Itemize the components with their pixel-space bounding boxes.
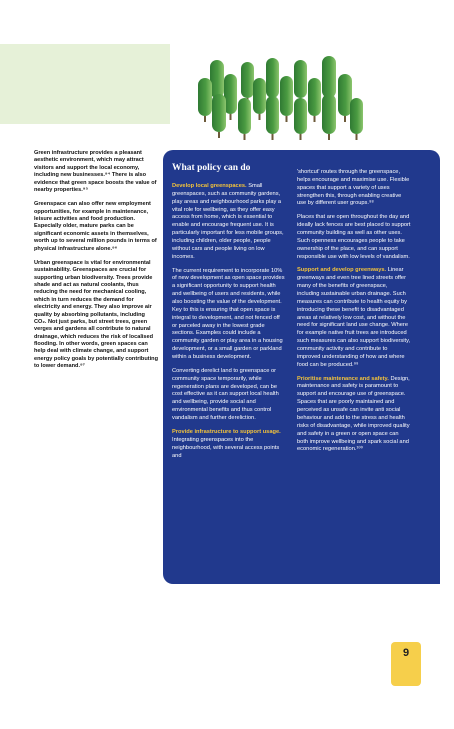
tree-icon <box>280 76 293 122</box>
left-column <box>34 150 158 378</box>
policy-heading: Support and develop greenways. <box>297 267 387 274</box>
policy-heading: Prioritise maintenance and safety. <box>297 375 389 382</box>
tree-icon <box>322 94 336 140</box>
left-paragraph: Greenspace can also offer new employment opportunities, for example in maintenance, leisure activities and food production. Especially older, mature parks can be significant economic assets in themselves, worth up to several million pounds in terms of physical infrastructure alone.⁹⁶ <box>34 201 157 252</box>
page-number-badge <box>391 642 421 686</box>
policy-text: Integrating greenspaces into the neighbourhood, with several access points and <box>172 436 280 459</box>
tree-icon <box>308 78 321 122</box>
tree-icon <box>212 94 226 138</box>
page-number: 9 <box>402 647 410 659</box>
tree-icon <box>266 96 279 140</box>
tree-icon <box>350 98 363 140</box>
policy-paragraph: Converting derelict land to greenspace or community space temporarily, while regeneration plans are developed, can be cost effective as it can support local health and wellbeing, provide social and environmental benefits and thus control vandalism and further dereliction. <box>172 367 279 422</box>
tree-icon <box>241 62 254 104</box>
tree-icon <box>338 74 352 122</box>
tree-icon <box>294 60 307 104</box>
tree-icon <box>253 78 266 120</box>
policy-paragraph <box>172 429 286 460</box>
policy-paragraph: Places that are open throughout the day and ideally lack fences are best placed to support community building as well as other uses. Such openness encourages people to take ownership of the place, and can support responsible use with low levels of vandalism. <box>297 214 411 260</box>
policy-title: What policy can do <box>172 163 251 173</box>
policy-text: Design, maintenance and safety is paramount to support and encourage use of greenspace. Spaces that are poorly maintained and perceived as unsafe can invite anti social behaviour and add to the stress and health risks of disadvantage, while improved quality and safety in a green or open space can both improve wellbeing and spark social and economic regeneration.¹⁰⁰ <box>297 375 410 453</box>
policy-column-left <box>172 183 286 466</box>
left-paragraph: Urban greenspace is vital for environmental sustainability. Greenspaces are crucial for supporting urban biodiversity. Trees provide shade and act as natural coolants, thus reducing the need for mechanical cooling, which in turn reduces the demand for electricity and energy. They also improve air quality by absorbing pollutants, including CO₂. Not just parks, but street trees, green verges and gardens all contribute to natural drainage, which reduces the risk of localised flooding. In other words, green spaces can help deal with climate change, and support energy policy goals by potentially contributing to lower demand.⁹⁷ <box>34 259 159 370</box>
policy-paragraph <box>297 267 411 369</box>
policy-paragraph: The current requirement to incorporate 10% of new development as open space provides a significant opportunity to support health and wellbeing of users and residents, while also boosting the value of the development. Key to this is ensuring that open space is integral to development, and not fenced off or parceled away in the lowest grade sections. Examples could include a community garden or play area in a housing development, or a small garden or parkland within a business development. <box>172 267 285 361</box>
tree-illustration <box>196 48 366 143</box>
policy-text: Linear greenways and even tree lined streets offer many of the benefits of greenspace, including sustainable urban drainage. Such measures can contribute to health equity by introducing these benefit to disadvantaged areas at relatively low cost, and without the need for significant land use change. Where for example native fruit trees are introduced such measures can also support biodiversity, community activity and contribute to improved understanding of how and where food can be produced.⁹⁹ <box>297 267 411 368</box>
tree-icon <box>294 98 307 140</box>
policy-heading: Provide infrastructure to support usage. <box>172 428 281 435</box>
policy-paragraph <box>297 376 411 455</box>
left-paragraph: Green infrastructure provides a pleasant aesthetic environment, which may attract visitors and support the local economy, including new businesses.⁹⁴ There is also evidence that green space boosts the value of nearby properties.⁹⁵ <box>34 150 157 193</box>
policy-paragraph <box>172 183 286 262</box>
tree-icon <box>198 78 212 122</box>
policy-text: Small greenspaces, such as community gardens, play areas and neighbourhood parks play a vital role for wellbeing, as they offer easy access from home, which is essential to enable and encourage frequent use. It is particularly important for less mobile groups, including children, older people, people without cars and people living on low incomes. <box>172 183 284 260</box>
tree-icon <box>238 98 251 140</box>
decorative-green-block <box>0 44 170 124</box>
policy-box <box>163 150 440 584</box>
policy-paragraph: 'shortcut' routes through the greenspace, helps encourage and maximise use. Flexible spaces that support a variety of uses strengthen this, through enabling creative use by different user groups.⁹⁸ <box>297 169 410 207</box>
policy-column-right <box>297 169 411 460</box>
policy-heading: Develop local greenspaces. <box>172 183 247 189</box>
